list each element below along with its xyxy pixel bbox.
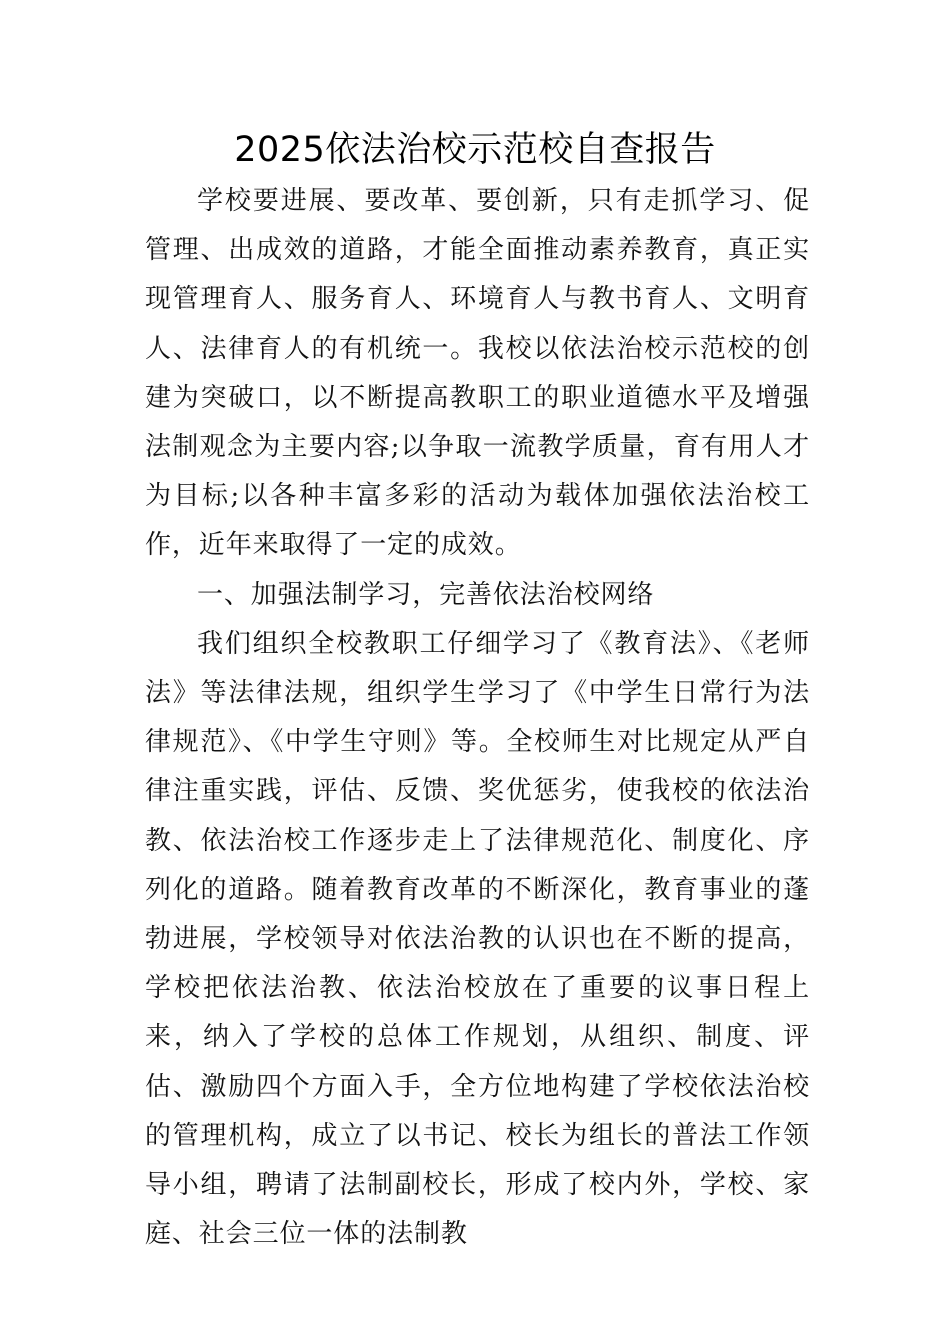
document-body [145, 177, 810, 1259]
body-paragraph: 我们组织全校教职工仔细学习了《教育法》、《老师法》等法律法规，组织学生学习了《中学生日常行为法律规范》、《中学生守则》等。全校师生对比规定从严自律注重实践，评估、反馈、奖优惩劣，使我校的依法治教、依法治校工作逐步走上了法律规范化、制度化、序列化的道路。随着教育改革的不断深化，教育事业的蓬勃进展，学校领导对依法治教的认识也在不断的提高，学校把依法治教、依法治校放在了重要的议事日程上来，纳入了学校的总体工作规划，从组织、制度、评估、激励四个方面入手，全方位地构建了学校依法治校的管理机构，成立了以书记、校长为组长的普法工作领导小组，聘请了法制副校长，形成了校内外，学校、家庭、社会三位一体的法制教 [145, 628, 810, 1250]
section-heading: 一、加强法制学习，完善依法治校网络 [197, 579, 655, 610]
intro-paragraph: 学校要进展、要改革、要创新，只有走抓学习、促管理、出成效的道路，才能全面推动素养教育，真正实现管理育人、服务育人、环境育人与教书育人、文明育人、法律育人的有机统一。我校以依法治校示范校的创建为突破口，以不断提高教职工的职业道德水平及增强法制观念为主要内容;以争取一流教学质量，育有用人才为目标;以各种丰富多彩的活动为载体加强依法治校工作，近年来取得了一定的成效。 [145, 186, 810, 561]
document-title: 2025依法治校示范校自查报告 [234, 130, 716, 170]
